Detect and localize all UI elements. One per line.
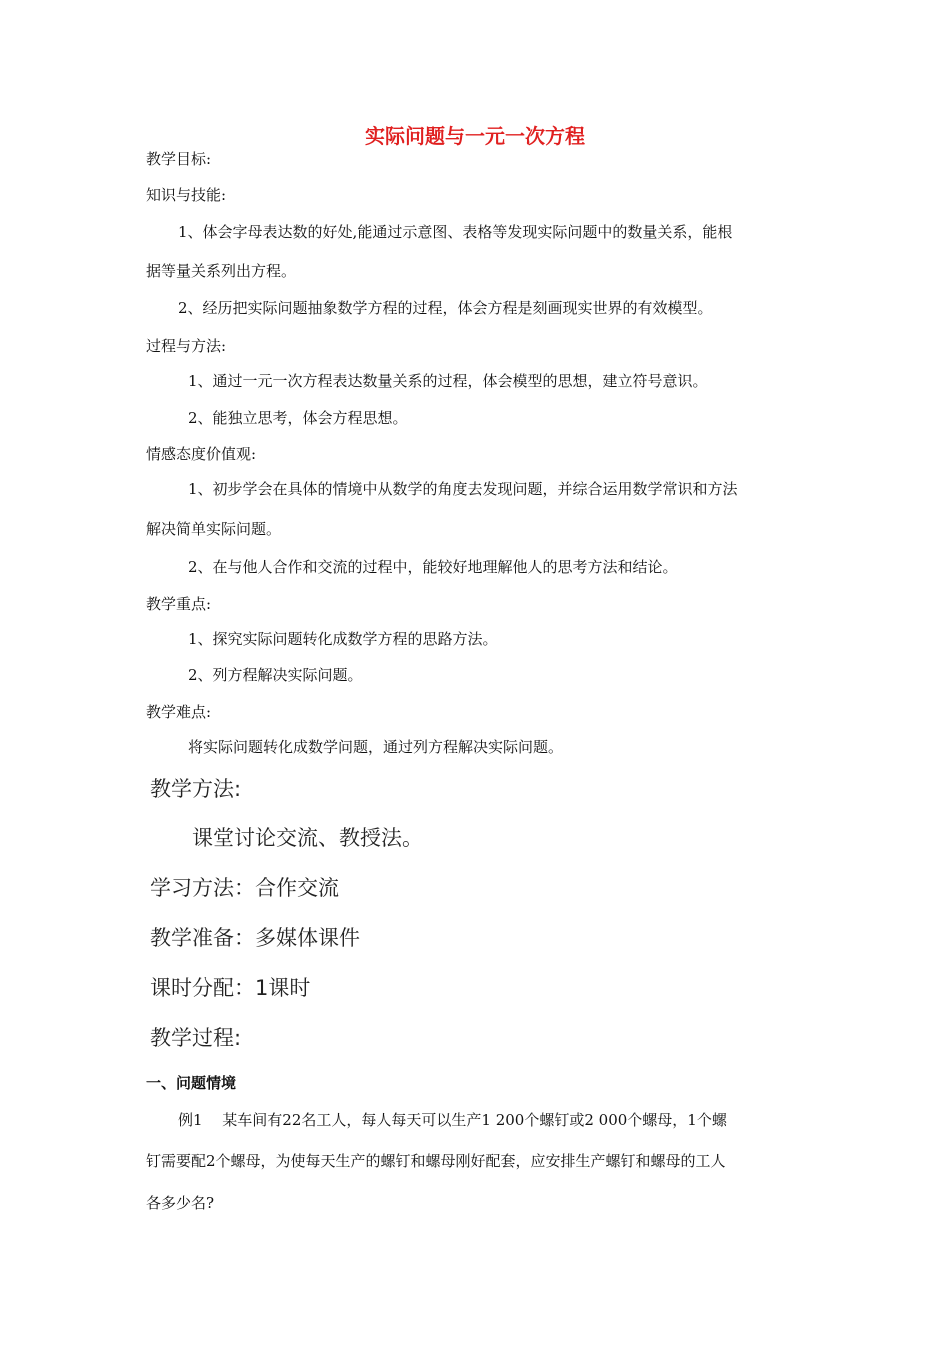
difficulty-heading: 教学难点: xyxy=(146,703,212,721)
page-title: 实际问题与一元一次方程 xyxy=(365,124,585,148)
emotion-item-2: 2、在与他人合作和交流的过程中，能较好地理解他人的思考方法和结论。 xyxy=(188,558,678,576)
process-item-2: 2、能独立思考，体会方程思想。 xyxy=(188,409,408,427)
knowledge-item-1-cont: 据等量关系列出方程。 xyxy=(146,262,297,280)
knowledge-item-2: 2、经历把实际问题抽象数学方程的过程，体会方程是刻画现实世界的有效模型。 xyxy=(178,299,713,317)
preparation: 教学准备：多媒体课件 xyxy=(150,926,360,950)
emotion-item-1: 1、初步学会在具体的情境中从数学的角度去发现问题，并综合运用数学常识和方法 xyxy=(188,480,738,498)
method-value: 课堂讨论交流、教授法。 xyxy=(192,826,423,850)
difficulty-item: 将实际问题转化成数学问题，通过列方程解决实际问题。 xyxy=(188,738,564,756)
time-allocation: 课时分配：1课时 xyxy=(150,976,311,1000)
knowledge-item-1: 1、体会字母表达数的好处,能通过示意图、表格等发现实际问题中的数量关系，能根 xyxy=(178,223,733,241)
objectives-heading: 教学目标: xyxy=(146,150,212,168)
example-line-1: 例1 某车间有22名工人，每人每天可以生产1 200个螺钉或2 000个螺母，1个螺 xyxy=(178,1111,727,1129)
emotion-heading: 情感态度价值观: xyxy=(146,445,257,463)
key-item-1: 1、探究实际问题转化成数学方程的思路方法。 xyxy=(188,630,498,648)
process-heading: 过程与方法: xyxy=(146,337,227,355)
section-1-heading: 一、问题情境 xyxy=(146,1074,237,1092)
key-item-2: 2、列方程解决实际问题。 xyxy=(188,666,363,684)
example-line-2: 钉需要配2个螺母，为使每天生产的螺钉和螺母刚好配套，应安排生产螺钉和螺母的工人 xyxy=(146,1152,726,1170)
process-big-heading: 教学过程: xyxy=(150,1026,242,1050)
emotion-item-1-cont: 解决简单实际问题。 xyxy=(146,520,282,538)
method-heading: 教学方法: xyxy=(150,777,242,801)
key-heading: 教学重点: xyxy=(146,595,212,613)
knowledge-heading: 知识与技能: xyxy=(146,186,227,204)
example-line-3: 各多少名? xyxy=(146,1194,215,1212)
process-item-1: 1、通过一元一次方程表达数量关系的过程，体会模型的思想，建立符号意识。 xyxy=(188,372,708,390)
study-method: 学习方法：合作交流 xyxy=(150,876,339,900)
